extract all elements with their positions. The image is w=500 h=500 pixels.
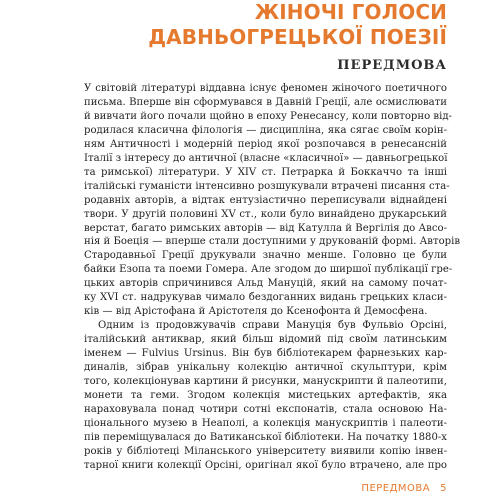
body-line: й вивчати його почали щойно в епоху Ренесансу, коли повторно від- (84, 110, 452, 122)
body-line: письма. Вперше він сформувався в Давній Греції, але осмислювати (84, 96, 447, 108)
book-title (47, 0, 447, 50)
body-line: італійський антиквар, який більш відомий під своїм латинським (84, 334, 447, 346)
body-line: ціонального музею в Неаполі, а колекція манускриптів і палеоти- (84, 417, 447, 429)
body-line: байки Езопа та поеми Гомера. Але згодом до ширшої публікації гре- (84, 264, 453, 276)
body-line: нараховувала понад чотири сотні експонатів, стала основою На- (84, 403, 447, 415)
body-line: твори. У другій половині XV ст., коли було винайдено друкарський (84, 208, 447, 220)
body-line: того, колекціонував картини й рисунки, манускрипти й палеотипи, (84, 376, 447, 388)
body-line: У світовій літературі віддавна існує феномен жіночого поетичного (84, 83, 447, 94)
body-line: пів переміщувалася до Ватиканської бібліотеки. На початку 1880-х (84, 431, 447, 443)
body-line: монети та геми. Згодом колекція мистецьких артефактів, яка (84, 389, 447, 401)
running-footer (361, 483, 447, 494)
body-line: іменем — Fulvius Ursinus. Він був бібліотекарем фарнезьких кар- (84, 348, 447, 360)
body-line: Стародавньої Греції друкували значно менше. Головно це були (84, 250, 447, 262)
body-line: ків — від Арістофана й Арістотеля до Ксенофонта й Демосфена. (84, 306, 428, 318)
body-line: цьких авторів спричинився Альд Мануцій, який на самому почат- (84, 278, 447, 290)
body-line: ням Античності і модерній період якої розпочався в ренесансній (84, 138, 447, 150)
body-line: нія й Боеція — вперше стали доступними у друкованій формі. Авторів (84, 236, 461, 248)
body-line: Одним із продовжувачів справи Мануція був Фульвіо Орсіні, (98, 320, 447, 332)
book-title-line-2: ДАВНЬОГРЕЦЬКОЇ ПОЕЗІЇ (148, 25, 447, 49)
section-heading: ПЕРЕДМОВА (337, 58, 447, 73)
body-line: років у бібліотеці Міланського університету виявили копію інвен- (84, 445, 447, 457)
body-text (84, 82, 461, 473)
body-line: та римської) літератури. У XIV ст. Петрарка й Боккаччо та інші (84, 166, 447, 178)
page-number: 5 (440, 483, 447, 494)
body-line: Італії з інтересу до античної (власне «класичної» — давньогрецької (84, 152, 448, 164)
body-line: родавніх авторів, а відтак ентузіастично переписували віднайдені (84, 194, 447, 206)
body-line: родилася класична філологія — дисципліна, яка сягає своїм корін- (84, 124, 447, 136)
body-line: диналів, зібрав унікальну колекцію античної скульптури, крім (84, 362, 447, 374)
footer-label: ПЕРЕДМОВА (361, 483, 431, 494)
body-line: верстат, багато римських авторів — від Катулла й Вергілія до Авсо- (84, 222, 447, 234)
body-line: ку XVI ст. надрукував чимало бездоганних видань грецьких класи- (84, 292, 447, 304)
body-line: італійські гуманісти інтенсивно розшукували втрачені писання ста- (84, 180, 450, 192)
body-line: тарної книги колекції Орсіні, оригінал якої було втрачено, але про (84, 459, 447, 471)
book-title-line-1: ЖІНОЧІ ГОЛОСИ (254, 0, 447, 24)
